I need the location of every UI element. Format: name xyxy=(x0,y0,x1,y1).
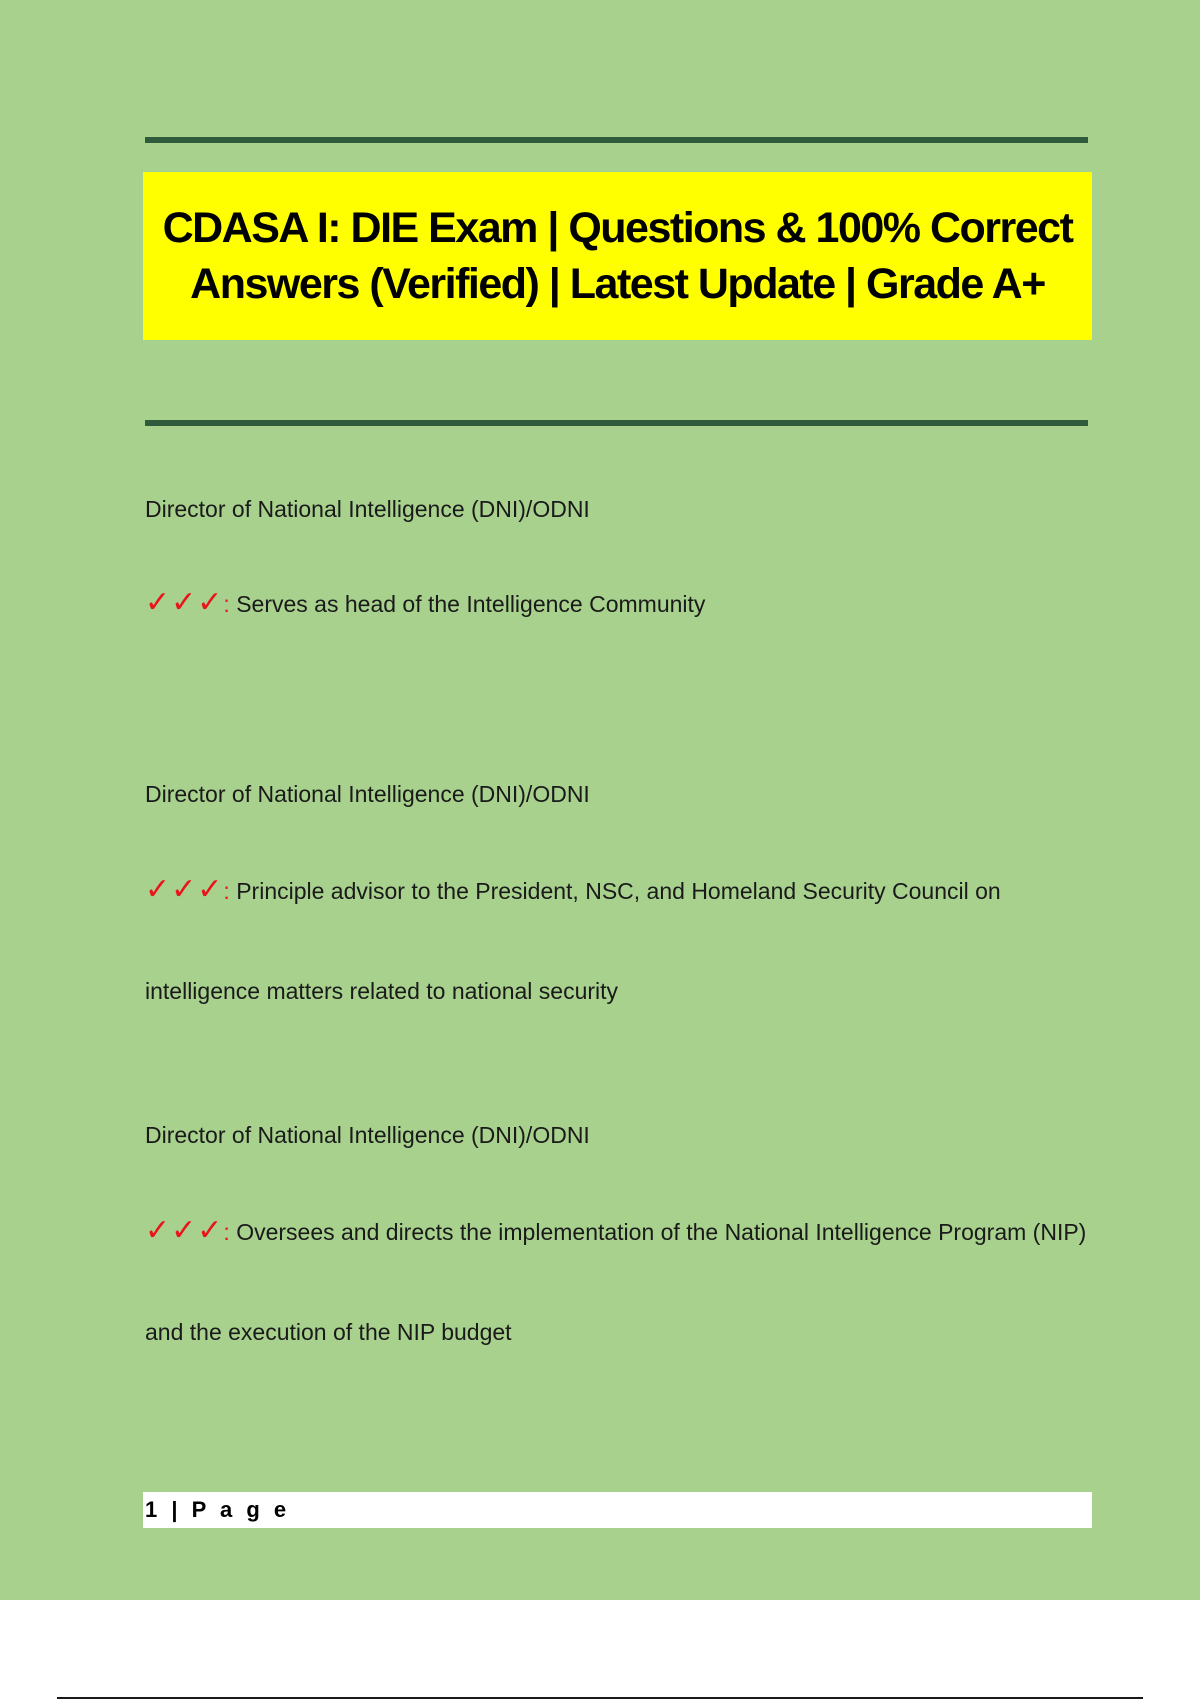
checkmark-icon: ✓✓✓ xyxy=(145,1214,224,1247)
qa-entry-3 xyxy=(145,1122,1094,1372)
viewer-divider xyxy=(57,1697,1143,1699)
top-divider xyxy=(145,137,1088,143)
title-highlight xyxy=(143,172,1092,340)
qa-entry-1 xyxy=(145,496,1094,646)
entry-answer-text: Oversees and directs the implementation of the National Intelligence Program (NIP) and the execution of the NIP budget xyxy=(145,1219,1087,1345)
page-footer xyxy=(143,1492,1092,1528)
entry-answer-text: Serves as head of the Intelligence Community xyxy=(236,591,706,617)
entry-answer: ✓✓✓: Serves as head of the Intelligence Community xyxy=(145,586,706,619)
qa-entry-2 xyxy=(145,781,1094,1031)
entry-term: Director of National Intelligence (DNI)/ODNI xyxy=(145,781,590,807)
page-number: 1 | P a g e xyxy=(145,1497,291,1522)
document-title: CDASA I: DIE Exam | Questions & 100% Correct Answers (Verified) | Latest Update | Grade A+ xyxy=(162,204,1073,308)
entry-term: Director of National Intelligence (DNI)/ODNI xyxy=(145,496,590,522)
entry-answer: ✓✓✓: Oversees and directs the implementation of the National Intelligence Program (NIP) and the execution of the NIP budget xyxy=(145,1214,1087,1345)
checkmark-icon: ✓✓✓ xyxy=(145,586,224,619)
entry-term: Director of National Intelligence (DNI)/ODNI xyxy=(145,1122,590,1148)
checkmark-icon: ✓✓✓ xyxy=(145,873,224,906)
entry-answer-text: Principle advisor to the President, NSC, and Homeland Security Council on intelligence matters related to national security xyxy=(145,878,1001,1004)
bottom-divider xyxy=(145,420,1088,426)
entry-answer: ✓✓✓: Principle advisor to the President, NSC, and Homeland Security Council on intelligence matters related to national security xyxy=(145,873,1001,1004)
